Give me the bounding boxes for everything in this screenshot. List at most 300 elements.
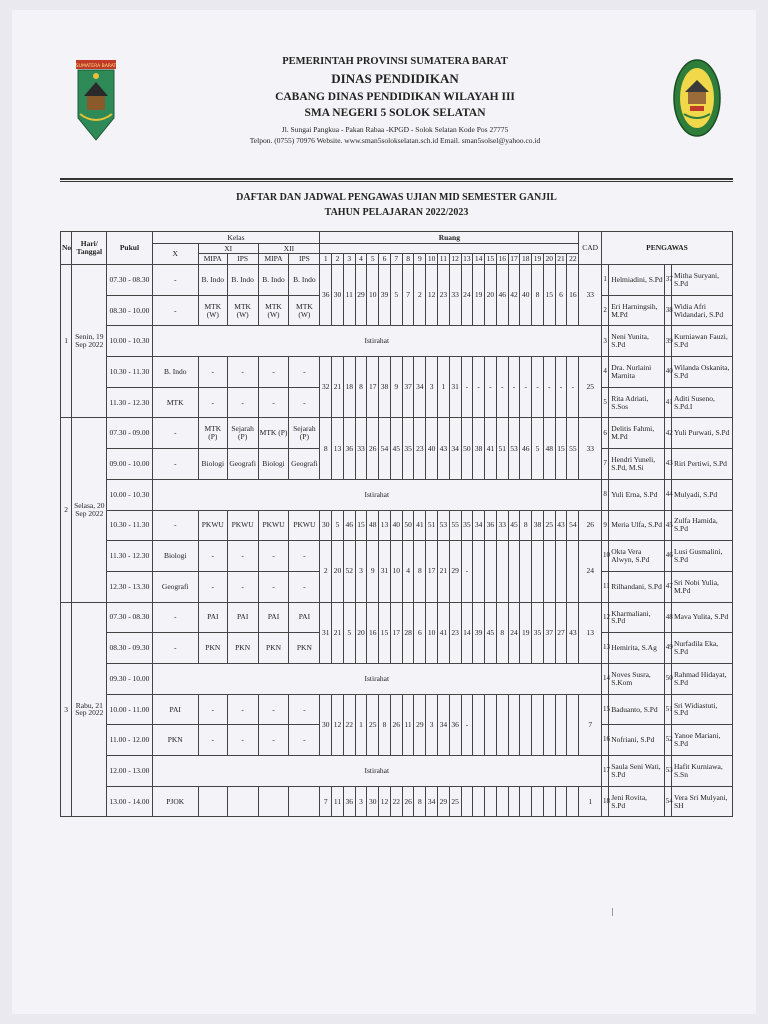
supervisor-number: 11 — [602, 571, 609, 602]
supervisor-name: Saula Seni Wati, S.Pd — [609, 756, 665, 787]
subject-xii-ips: Geografi — [289, 449, 320, 480]
supervisor-assignment: 3 — [426, 357, 438, 418]
supervisor-name: Zulfa Hamida, S.Pd — [672, 510, 733, 541]
supervisor-assignment: 34 — [426, 786, 438, 817]
room-number: 10 — [426, 254, 438, 265]
supervisor-assignment: 31 — [320, 602, 332, 663]
supervisor-assignment: 25 — [543, 510, 555, 541]
time-cell: 13.00 - 14.00 — [107, 786, 152, 817]
supervisor-assignment: - — [496, 357, 508, 418]
time-cell: 07.30 - 08.30 — [107, 265, 152, 296]
supervisor-number: 16 — [602, 725, 609, 756]
supervisor-assignment: 41 — [485, 418, 497, 479]
supervisor-assignment: - — [508, 357, 520, 418]
supervisor-assignment: 9 — [390, 357, 402, 418]
col-class-xii: XII — [258, 244, 320, 254]
supervisor-number: 6 — [602, 418, 609, 449]
supervisor-assignment: 33 — [449, 265, 461, 326]
supervisor-assignment: 39 — [379, 265, 391, 326]
school-name: SMA NEGERI 5 SOLOK SELATAN — [304, 107, 486, 119]
subject-xi-mipa: - — [198, 694, 227, 725]
supervisor-assignment: 3 — [355, 786, 367, 817]
subject-xii-ips: MTK (W) — [289, 295, 320, 326]
supervisor-assignment: 22 — [390, 786, 402, 817]
supervisor-assignment: 26 — [402, 786, 414, 817]
emblem-ribbon-text: SUMATERA BARAT — [75, 64, 117, 69]
supervisor-number: 42 — [664, 418, 671, 449]
day-date: Selasa, 20 Sep 2022 — [72, 418, 107, 602]
supervisor-name: Dra. Nurlaini Marnita — [609, 357, 665, 388]
supervisor-assignment: 26 — [390, 694, 402, 755]
supervisor-assignment: 45 — [485, 602, 497, 663]
subject-xii-ips: - — [289, 541, 320, 572]
subject-x: PKN — [152, 725, 198, 756]
subject-x: - — [152, 449, 198, 480]
supervisor-assignment: 15 — [355, 510, 367, 541]
supervisor-name: Hafit Kurniawa, S.Sn — [672, 756, 733, 787]
supervisor-assignment: 30 — [320, 510, 332, 541]
time-cell: 09.30 - 10.00 — [107, 663, 152, 694]
supervisor-assignment: - — [485, 357, 497, 418]
supervisor-assignment: 50 — [461, 418, 473, 479]
supervisor-assignment: 2 — [414, 265, 426, 326]
supervisor-assignment: 19 — [473, 265, 485, 326]
time-cell: 11.30 - 12.30 — [107, 541, 152, 572]
supervisor-name: Helmiadini, S.Pd — [609, 265, 665, 296]
supervisor-assignment: 45 — [390, 418, 402, 479]
room-number: 1 — [320, 254, 332, 265]
supervisor-assignment: 1 — [437, 357, 449, 418]
supervisor-assignment — [532, 541, 544, 602]
supervisor-assignment — [532, 786, 544, 817]
supervisor-assignment: 26 — [367, 418, 379, 479]
table-row — [61, 602, 733, 633]
subject-xii-mipa: Biologi — [258, 449, 289, 480]
time-cell: 12.00 - 13.00 — [107, 756, 152, 787]
supervisor-assignment: 12 — [426, 265, 438, 326]
supervisor-assignment: 38 — [473, 418, 485, 479]
day-number: 2 — [61, 418, 72, 602]
subject-x: - — [152, 510, 198, 541]
supervisor-assignment: 23 — [414, 418, 426, 479]
supervisor-number: 5 — [602, 387, 609, 418]
letterhead-divider — [60, 178, 733, 182]
table-row — [61, 694, 733, 725]
supervisor-number: 15 — [602, 694, 609, 725]
subject-xi-ips: PAI — [227, 602, 258, 633]
supervisor-assignment — [520, 786, 532, 817]
subject-xii-ips: - — [289, 571, 320, 602]
supervisor-assignment: 20 — [485, 265, 497, 326]
table-row — [61, 756, 733, 787]
supervisor-name: Rahmad Hidayat, S.Pd — [672, 663, 733, 694]
supervisor-assignment: 51 — [496, 418, 508, 479]
supervisor-assignment: 53 — [437, 510, 449, 541]
subject-xi-mipa: - — [198, 541, 227, 572]
subject-xii-ips: - — [289, 387, 320, 418]
table-row — [61, 479, 733, 510]
supervisor-assignment: 50 — [402, 510, 414, 541]
supervisor-assignment: 45 — [508, 510, 520, 541]
supervisor-assignment — [473, 694, 485, 755]
supervisor-assignment — [555, 786, 567, 817]
subject-xii-mipa: MTK (P) — [258, 418, 289, 449]
room-number: 12 — [449, 254, 461, 265]
day-date: Senin, 19 Sep 2022 — [72, 265, 107, 418]
supervisor-assignment: 18 — [343, 357, 355, 418]
time-cell: 08.30 - 10.00 — [107, 295, 152, 326]
col-class-x: X — [152, 244, 198, 265]
time-cell: 10.00 - 10.30 — [107, 479, 152, 510]
supervisor-number: 38 — [664, 295, 671, 326]
supervisor-assignment: 36 — [320, 265, 332, 326]
supervisor-assignment: 25 — [367, 694, 379, 755]
supervisor-assignment: 30 — [367, 786, 379, 817]
supervisor-number: 39 — [664, 326, 671, 357]
supervisor-assignment — [567, 694, 579, 755]
supervisor-number: 45 — [664, 510, 671, 541]
supervisor-name: Sri Widiastuti, S.Pd — [672, 694, 733, 725]
subject-x: - — [152, 295, 198, 326]
supervisor-assignment: 55 — [567, 418, 579, 479]
supervisor-assignment: 51 — [426, 510, 438, 541]
supervisor-assignment — [508, 786, 520, 817]
supervisor-assignment: 53 — [508, 418, 520, 479]
supervisor-assignment: 54 — [379, 418, 391, 479]
supervisor-assignment: 21 — [332, 602, 344, 663]
time-cell: 11.00 - 12.00 — [107, 725, 152, 756]
supervisor-name: Rilhandani, S.Pd — [609, 571, 665, 602]
supervisor-assignment: - — [543, 357, 555, 418]
supervisor-assignment: 6 — [414, 602, 426, 663]
subject-x: PJOK — [152, 786, 198, 817]
supervisor-name: Wilanda Oskanita, S.Pd — [672, 357, 733, 388]
supervisor-assignment: 7 — [402, 265, 414, 326]
room-number: 17 — [508, 254, 520, 265]
supervisor-name: Yuli Erna, S.Pd — [609, 479, 665, 510]
supervisor-assignment: - — [520, 357, 532, 418]
supervisor-number: 17 — [602, 756, 609, 787]
subject-xii-ips: PKN — [289, 633, 320, 664]
supervisor-name: Rita Adriati, S.Sos — [609, 387, 665, 418]
supervisor-number: 54 — [664, 786, 671, 817]
room-number: 14 — [473, 254, 485, 265]
subject-xii-mipa: - — [258, 694, 289, 725]
supervisor-assignment: 24 — [461, 265, 473, 326]
subject-xi-ips: MTK (W) — [227, 295, 258, 326]
supervisor-assignment: 9 — [367, 541, 379, 602]
supervisor-number: 4 — [602, 357, 609, 388]
supervisor-assignment — [543, 786, 555, 817]
col-xii-mipa: MIPA — [258, 254, 289, 265]
col-cad: CAD — [579, 232, 602, 265]
table-row — [61, 357, 733, 388]
supervisor-assignment: 31 — [379, 541, 391, 602]
supervisor-assignment: 11 — [402, 694, 414, 755]
col-xii-ips: IPS — [289, 254, 320, 265]
supervisor-assignment: 15 — [379, 602, 391, 663]
supervisor-assignment: 2 — [320, 541, 332, 602]
supervisor-assignment: 21 — [332, 357, 344, 418]
supervisor-name: Noves Susra, S.Kom — [609, 663, 665, 694]
supervisor-assignment: 35 — [402, 418, 414, 479]
col-xi-ips: IPS — [227, 254, 258, 265]
supervisor-assignment: 29 — [414, 694, 426, 755]
supervisor-assignment: 33 — [496, 510, 508, 541]
day-number: 1 — [61, 265, 72, 418]
supervisor-name: Yuli Purwati, S.Pd — [672, 418, 733, 449]
supervisor-assignment: 14 — [461, 602, 473, 663]
supervisor-assignment: 29 — [355, 265, 367, 326]
col-time: Pukul — [107, 232, 152, 265]
supervisor-number: 18 — [602, 786, 609, 817]
supervisor-assignment: 10 — [426, 602, 438, 663]
supervisor-assignment: 37 — [402, 357, 414, 418]
room-number: 20 — [543, 254, 555, 265]
cad-value: 33 — [579, 418, 602, 479]
supervisor-assignment: 15 — [555, 418, 567, 479]
supervisor-assignment: 43 — [567, 602, 579, 663]
supervisor-name: Kurniawan Fauzi, S.Pd — [672, 326, 733, 357]
supervisor-name: Nurfadila Eka, S.Pd — [672, 633, 733, 664]
supervisor-assignment: 23 — [449, 602, 461, 663]
subject-xi-mipa: - — [198, 357, 227, 388]
supervisor-assignment: 34 — [449, 418, 461, 479]
supervisor-assignment — [461, 786, 473, 817]
subject-xi-mipa: PAI — [198, 602, 227, 633]
subject-xii-mipa: PAI — [258, 602, 289, 633]
subject-xii-mipa: - — [258, 541, 289, 572]
time-cell: 09.00 - 10.00 — [107, 449, 152, 480]
supervisor-name: Meria Ulfa, S.Pd — [609, 510, 665, 541]
supervisor-assignment: 20 — [355, 602, 367, 663]
supervisor-number: 48 — [664, 602, 671, 633]
supervisor-assignment: 8 — [414, 786, 426, 817]
supervisor-name: Mitha Suryani, S.Pd — [672, 265, 733, 296]
supervisor-assignment: 17 — [426, 541, 438, 602]
room-number: 7 — [390, 254, 402, 265]
school-address: Jl. Sungai Pangkua - Pakan Rabaa -KPGD - Solok Selatan Kode Pos 27775 — [281, 125, 509, 134]
subject-xii-mipa: - — [258, 357, 289, 388]
supervisor-assignment: 19 — [520, 602, 532, 663]
subject-xii-ips: - — [289, 725, 320, 756]
supervisor-assignment: 28 — [402, 602, 414, 663]
subject-xii-ips: - — [289, 694, 320, 725]
supervisor-assignment: 4 — [402, 541, 414, 602]
supervisor-assignment: 8 — [520, 510, 532, 541]
supervisor-assignment: 5 — [532, 418, 544, 479]
supervisor-assignment: 3 — [426, 694, 438, 755]
cad-value: 13 — [579, 602, 602, 663]
supervisor-assignment: 25 — [449, 786, 461, 817]
supervisor-name: Mulyadi, S.Pd — [672, 479, 733, 510]
supervisor-assignment: 12 — [332, 694, 344, 755]
subject-x: B. Indo — [152, 357, 198, 388]
letterhead — [160, 56, 630, 145]
supervisor-assignment: 11 — [332, 786, 344, 817]
supervisor-name: Hemirita, S.Ag — [609, 633, 665, 664]
subject-xi-ips: - — [227, 571, 258, 602]
supervisor-name: Aditi Suseno, S.Pd.I — [672, 387, 733, 418]
supervisor-name: Okta Vera Alwyn, S.Pd — [609, 541, 665, 572]
supervisor-assignment — [508, 541, 520, 602]
subject-xi-mipa: MTK (P) — [198, 418, 227, 449]
supervisor-assignment — [555, 541, 567, 602]
supervisor-assignment: 38 — [532, 510, 544, 541]
subject-xii-mipa: PKN — [258, 633, 289, 664]
supervisor-number: 41 — [664, 387, 671, 418]
subject-xi-mipa: B. Indo — [198, 265, 227, 296]
time-cell: 12.30 - 13.30 — [107, 571, 152, 602]
time-cell: 07.30 - 08.30 — [107, 602, 152, 633]
supervisor-assignment: 38 — [379, 357, 391, 418]
supervisor-number: 51 — [664, 694, 671, 725]
supervisor-assignment: 48 — [367, 510, 379, 541]
supervisor-assignment: - — [567, 357, 579, 418]
subject-x: - — [152, 418, 198, 449]
room-number: 3 — [343, 254, 355, 265]
supervisor-assignment: 5 — [390, 265, 402, 326]
supervisor-number: 3 — [602, 326, 609, 357]
table-row — [61, 541, 733, 572]
supervisor-assignment — [473, 786, 485, 817]
subject-xi-mipa: PKN — [198, 633, 227, 664]
subject-x: PAI — [152, 694, 198, 725]
cad-value: 26 — [579, 510, 602, 541]
subject-xi-mipa: - — [198, 387, 227, 418]
break-cell: Istirahat — [152, 756, 601, 787]
supervisor-assignment: 30 — [332, 265, 344, 326]
supervisor-assignment: 10 — [367, 265, 379, 326]
schedule-table — [60, 231, 733, 817]
supervisor-name: Sri Nobi Yulia, M.Pd — [672, 571, 733, 602]
supervisor-assignment: - — [461, 541, 473, 602]
supervisor-assignment — [520, 541, 532, 602]
table-row — [61, 510, 733, 541]
cad-value: 24 — [579, 541, 602, 602]
supervisor-assignment: 11 — [343, 265, 355, 326]
subject-xii-mipa: B. Indo — [258, 265, 289, 296]
supervisor-assignment — [567, 786, 579, 817]
supervisor-assignment: 5 — [343, 602, 355, 663]
supervisor-assignment: 48 — [543, 418, 555, 479]
supervisor-assignment: 8 — [320, 418, 332, 479]
supervisor-assignment: 29 — [449, 541, 461, 602]
col-day: Hari/ Tanggal — [72, 232, 107, 265]
supervisor-assignment: 6 — [555, 265, 567, 326]
supervisor-assignment: 36 — [343, 418, 355, 479]
supervisor-assignment — [485, 786, 497, 817]
supervisor-assignment: 3 — [355, 541, 367, 602]
subject-x: - — [152, 633, 198, 664]
school-contact: Telpon. (0755) 70976 Website. www.sman5solokselatan.sch.id Email. sman5solsel@yahoo.co.id — [249, 136, 541, 145]
subject-x: MTK — [152, 387, 198, 418]
subject-xi-ips: Geografi — [227, 449, 258, 480]
room-number: 22 — [567, 254, 579, 265]
supervisor-assignment — [473, 541, 485, 602]
supervisor-assignment: 29 — [437, 786, 449, 817]
supervisor-assignment: 46 — [496, 265, 508, 326]
supervisor-assignment: - — [461, 357, 473, 418]
supervisor-assignment — [532, 694, 544, 755]
table-row — [61, 786, 733, 817]
time-cell: 10.00 - 10.30 — [107, 326, 152, 357]
supervisor-assignment: 40 — [426, 418, 438, 479]
supervisor-assignment: 36 — [449, 694, 461, 755]
room-number: 21 — [555, 254, 567, 265]
subject-xii-ips: PAI — [289, 602, 320, 633]
supervisor-number: 43 — [664, 449, 671, 480]
time-cell: 11.30 - 12.30 — [107, 387, 152, 418]
supervisor-name: Delitis Fahmi, M.Pd — [609, 418, 665, 449]
subject-x: Biologi — [152, 541, 198, 572]
supervisor-assignment: - — [461, 694, 473, 755]
supervisor-assignment: 37 — [543, 602, 555, 663]
subject-xi-ips: - — [227, 357, 258, 388]
supervisor-number: 14 — [602, 663, 609, 694]
supervisor-assignment: 24 — [508, 602, 520, 663]
subject-xi-ips: - — [227, 387, 258, 418]
supervisor-assignment: 10 — [390, 541, 402, 602]
supervisor-assignment — [508, 694, 520, 755]
subject-xii-ips — [289, 786, 320, 817]
col-room: Ruang — [320, 232, 579, 244]
cad-value: 33 — [579, 265, 602, 326]
subject-xii-mipa — [258, 786, 289, 817]
supervisor-assignment: 17 — [390, 602, 402, 663]
subject-xi-mipa — [198, 786, 227, 817]
supervisor-number: 44 — [664, 479, 671, 510]
supervisor-assignment: 17 — [367, 357, 379, 418]
supervisor-assignment: 34 — [437, 694, 449, 755]
subject-xi-ips: - — [227, 725, 258, 756]
subject-xii-mipa: - — [258, 387, 289, 418]
supervisor-assignment: 8 — [496, 602, 508, 663]
table-row — [61, 326, 733, 357]
supervisor-assignment — [485, 694, 497, 755]
subject-x: - — [152, 265, 198, 296]
supervisor-name: Nofriani, S.Pd — [609, 725, 665, 756]
supervisor-number: 49 — [664, 633, 671, 664]
cad-value: 1 — [579, 786, 602, 817]
room-number: 5 — [367, 254, 379, 265]
supervisor-assignment: - — [555, 357, 567, 418]
header-row — [61, 232, 733, 244]
supervisor-assignment: 12 — [379, 786, 391, 817]
document-title — [60, 192, 733, 218]
supervisor-assignment: - — [532, 357, 544, 418]
title-line-1: DAFTAR DAN JADWAL PENGAWAS UJIAN MID SEMESTER GANJIL — [236, 192, 557, 203]
subject-xi-ips: - — [227, 694, 258, 725]
time-cell: 10.30 - 11.30 — [107, 510, 152, 541]
supervisor-assignment: 8 — [414, 541, 426, 602]
supervisor-number: 12 — [602, 602, 609, 633]
supervisor-number: 52 — [664, 725, 671, 756]
subject-xi-mipa: Biologi — [198, 449, 227, 480]
room-number: 8 — [402, 254, 414, 265]
subject-xii-ips: - — [289, 357, 320, 388]
title-line-2: TAHUN PELAJARAN 2022/2023 — [324, 207, 469, 218]
education-office-emblem-icon — [672, 56, 722, 142]
supervisor-assignment: 8 — [355, 357, 367, 418]
supervisor-name: Lusi Gusmalini, S.Pd — [672, 541, 733, 572]
supervisor-assignment: 5 — [332, 510, 344, 541]
supervisor-assignment: 30 — [320, 694, 332, 755]
subject-x: Geografi — [152, 571, 198, 602]
room-number: 18 — [520, 254, 532, 265]
supervisor-assignment — [543, 694, 555, 755]
break-cell: Istirahat — [152, 663, 601, 694]
